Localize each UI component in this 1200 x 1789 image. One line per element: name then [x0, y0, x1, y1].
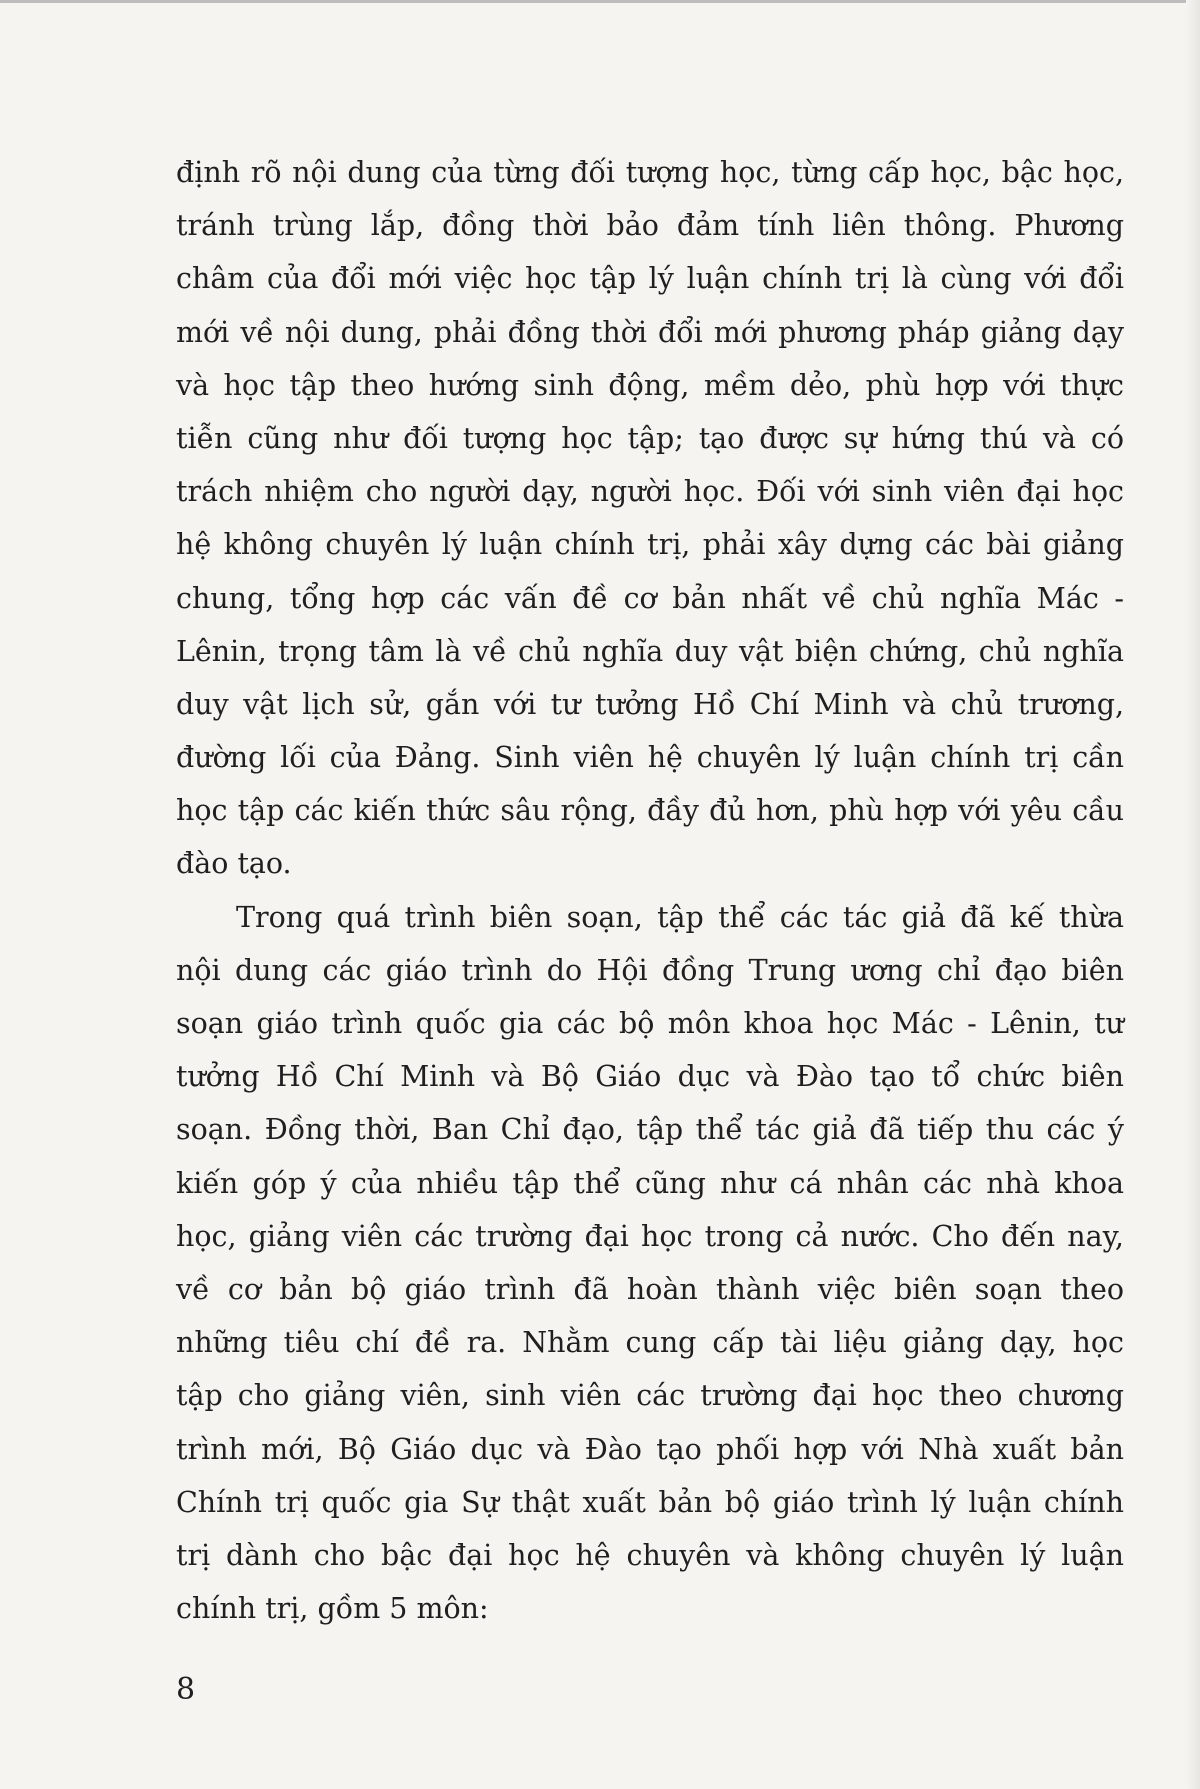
scan-top-edge [0, 0, 1200, 3]
text-line: học, giảng viên các trường đại học trong cả nước. Cho đến nay, [176, 1219, 1124, 1253]
text-line: tiễn cũng như đối tượng học tập; tạo được sự hứng thú và có [176, 421, 1124, 455]
text-line: đường lối của Đảng. Sinh viên hệ chuyên lý luận chính trị cần [176, 741, 1124, 775]
text-line: chính trị, gồm 5 môn: [176, 1592, 489, 1626]
body-text [176, 146, 1124, 1635]
text-line: duy vật lịch sử, gắn với tư tưởng Hồ Chí Minh và chủ trương, [176, 687, 1124, 721]
text-line: tránh trùng lắp, đồng thời bảo đảm tính liên thông. Phương [176, 209, 1124, 243]
text-line: soạn giáo trình quốc gia các bộ môn khoa học Mác - Lênin, tư [176, 1007, 1124, 1040]
text-line: Chính trị quốc gia Sự thật xuất bản bộ giáo trình lý luận chính [176, 1485, 1124, 1519]
text-line: mới về nội dung, phải đồng thời đổi mới phương pháp giảng dạy [176, 315, 1124, 349]
page-binding-edge [1186, 0, 1200, 1789]
text-line: trị dành cho bậc đại học hệ chuyên và không chuyên lý luận [176, 1538, 1124, 1572]
text-line: hệ không chuyên lý luận chính trị, phải xây dựng các bài giảng [176, 528, 1124, 562]
text-line: chung, tổng hợp các vấn đề cơ bản nhất về chủ nghĩa Mác - [176, 581, 1124, 615]
text-line: tưởng Hồ Chí Minh và Bộ Giáo dục và Đào tạo tổ chức biên [176, 1060, 1124, 1094]
text-line: kiến góp ý của nhiều tập thể cũng như cá nhân các nhà khoa [176, 1166, 1124, 1200]
text-line: học tập các kiến thức sâu rộng, đầy đủ hơn, phù hợp với yêu cầu [176, 794, 1124, 828]
text-line: định rõ nội dung của từng đối tượng học, từng cấp học, bậc học, [176, 156, 1124, 189]
text-line: châm của đổi mới việc học tập lý luận chính trị là cùng với đổi [176, 262, 1124, 296]
text-line: nội dung các giáo trình do Hội đồng Trung ương chỉ đạo biên [176, 953, 1124, 987]
text-line: trách nhiệm cho người dạy, người học. Đối với sinh viên đại học [176, 475, 1124, 509]
text-line: trình mới, Bộ Giáo dục và Đào tạo phối hợp với Nhà xuất bản [176, 1432, 1124, 1466]
text-line: tập cho giảng viên, sinh viên các trường đại học theo chương [176, 1379, 1124, 1413]
text-line: về cơ bản bộ giáo trình đã hoàn thành việc biên soạn theo [176, 1272, 1124, 1306]
text-line: soạn. Đồng thời, Ban Chỉ đạo, tập thể tác giả đã tiếp thu các ý [176, 1113, 1124, 1147]
text-line: những tiêu chí đề ra. Nhằm cung cấp tài liệu giảng dạy, học [176, 1326, 1124, 1360]
text-line: và học tập theo hướng sinh động, mềm dẻo, phù hợp với thực [176, 368, 1124, 402]
page-number: 8 [176, 1672, 196, 1707]
text-line: Trong quá trình biên soạn, tập thể các tác giả đã kế thừa [236, 900, 1124, 934]
text-line: Lênin, trọng tâm là về chủ nghĩa duy vật biện chứng, chủ nghĩa [176, 634, 1124, 668]
text-line: đào tạo. [176, 847, 292, 881]
